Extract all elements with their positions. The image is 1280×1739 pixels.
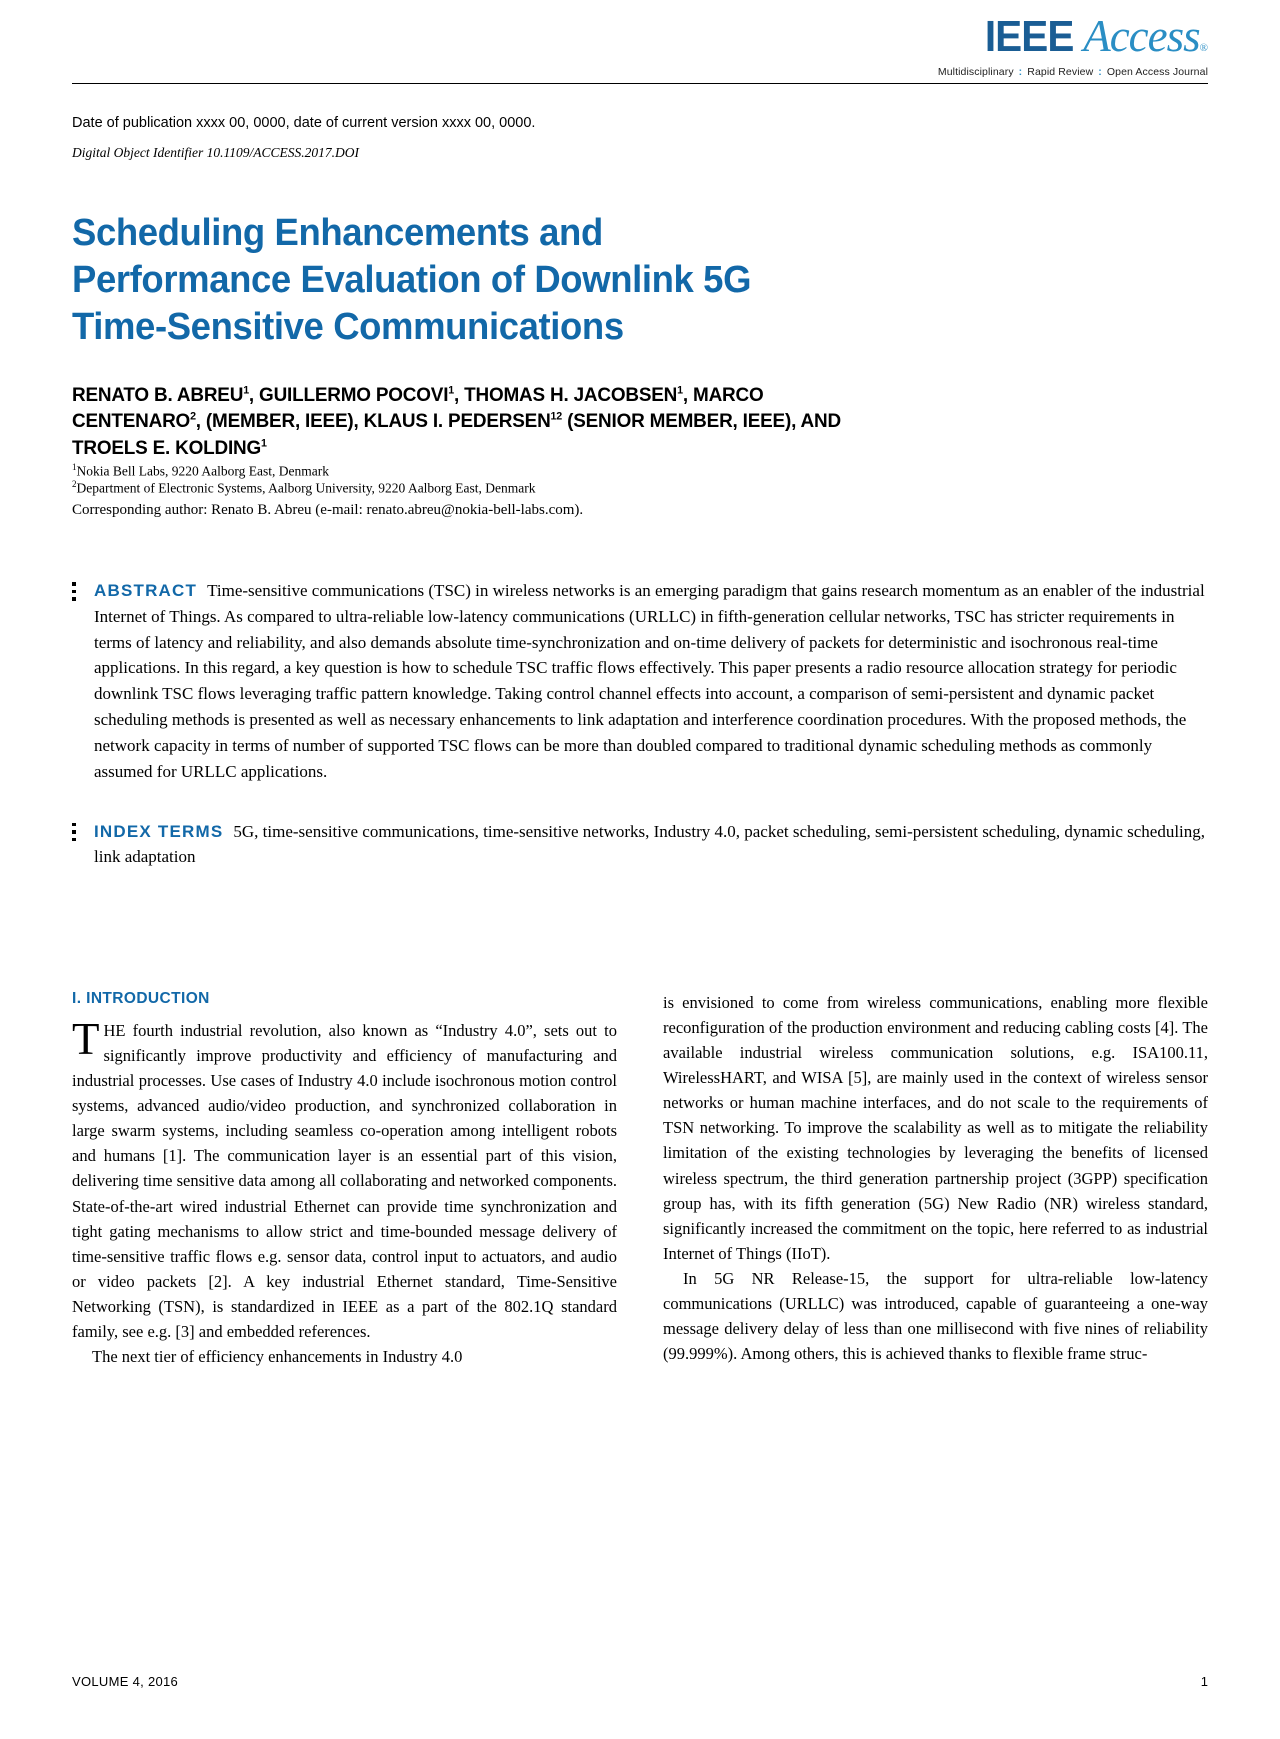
title-line-2: Performance Evaluation of Downlink 5G bbox=[72, 259, 752, 302]
author-affiliation-marker: 1 bbox=[448, 384, 455, 397]
footer-page-number: 1 bbox=[1200, 1674, 1208, 1689]
tagline-rapid-review: Rapid Review bbox=[1027, 66, 1094, 78]
index-terms-row bbox=[72, 819, 1208, 871]
intro-paragraph-1 bbox=[72, 1014, 617, 1344]
index-terms-text: 5G, time-sensitive communications, time-sensitive networks, Industry 4.0, packet scheduling, semi-persistent scheduling, dynamic scheduling, link adaptation bbox=[94, 821, 1206, 867]
author-affiliation-marker: 1 bbox=[261, 437, 267, 450]
drop-cap: T bbox=[72, 1014, 100, 1064]
abstract-dots-icon bbox=[72, 582, 77, 605]
header-divider bbox=[72, 83, 1208, 84]
index-terms-heading: INDEX TERMS bbox=[94, 821, 224, 841]
author-affiliation-marker: 1 bbox=[243, 384, 249, 397]
journal-tagline bbox=[788, 66, 1208, 78]
abstract-section bbox=[72, 578, 1208, 870]
affiliation-nokia-text: Nokia Bell Labs, 9220 Aalborg East, Denmark bbox=[76, 463, 329, 479]
digital-object-identifier: Digital Object Identifier 10.1109/ACCESS.2017.DOI bbox=[72, 145, 359, 160]
author-affiliation-marker: 2 bbox=[190, 410, 196, 423]
intro-paragraph-2: The next tier of efficiency enhancements in Industry 4.0 bbox=[92, 1347, 463, 1367]
affiliation-marker: 2 bbox=[72, 479, 77, 489]
section-heading-introduction: I. INTRODUCTION bbox=[72, 990, 210, 1007]
ieee-wordmark: IEEE bbox=[984, 12, 1074, 61]
author-membership-grade: (SENIOR MEMBER, IEEE), AND bbox=[562, 410, 841, 433]
index-terms-dots-icon bbox=[72, 823, 77, 846]
author-guillermo-pocovi: , GUILLERMO POCOVI bbox=[248, 384, 449, 406]
title-line-3: Time-Sensitive Communications bbox=[72, 306, 624, 349]
publication-date: Date of publication xxxx 00, 0000, date of current version xxxx 00, 0000. bbox=[72, 115, 536, 131]
affiliation-aalborg-text: Department of Electronic Systems, Aalborg University, 9220 Aalborg East, Denmark bbox=[76, 480, 536, 496]
column-left bbox=[72, 990, 617, 1369]
abstract-heading: ABSTRACT bbox=[94, 581, 198, 600]
author-troels-kolding: TROELS E. KOLDING bbox=[72, 436, 262, 459]
intro-paragraph-1-text: HE fourth industrial revolution, also known as “Industry 4.0”, sets out to significantly improve productivity and efficiency of manufacturing and industrial processes. Use cases of Industry 4.0 include isochronous motion control systems, advanced audio/video production, and synchronized collaboration in large swarm systems, including seamless co-operation among intelligent robots and humans [1]. The communication layer is an essential part of this vision, delivering time sensitive data among all collaborating and networked components. State-of-the-art wired industrial Ethernet can provide time synchronization and tight gating mechanisms to allow strict and time-bounded message delivery of time-sensitive traffic flows e.g. sensor data, control input to actuators, and audio or video packets [2]. A key industrial Ethernet standard, Time-Sensitive Networking (TSN), is standardized in IEEE as a part of the 802.1Q standard family, see e.g. [3] and embedded references. bbox=[72, 1021, 617, 1341]
abstract-text: Time-sensitive communications (TSC) in wireless networks is an emerging paradigm that gains research momentum as an enabler of the industrial Internet of Things. As compared to ultra-reliable low-latency communications (URLLC) in fifth-generation cellular networks, TSC has stricter requirements in terms of latency and reliability, and also demands absolute time-synchronization and on-time delivery of packets for deterministic and isochronous real-time applications. In this regard, a key question is how to schedule TSC traffic flows effectively. This paper presents a radio resource allocation strategy for periodic downlink TSC flows leveraging traffic pattern knowledge. Taking control channel effects into account, a comparison of semi-persistent and dynamic packet scheduling methods is presented as well as necessary enhancements to link adaptation and interference coordination procedures. With the proposed methods, the network capacity in terms of number of supported TSC flows can be more than doubled compared to traditional dynamic scheduling methods as commonly assumed for URLLC applications. bbox=[94, 581, 1205, 781]
body-columns bbox=[72, 990, 1208, 1369]
author-renato-abreu: RENATO B. ABREU bbox=[72, 384, 244, 406]
ieee-access-logo bbox=[788, 11, 1208, 61]
journal-masthead bbox=[788, 11, 1208, 78]
registered-trademark-icon: ® bbox=[1199, 42, 1208, 54]
abstract-row bbox=[72, 578, 1208, 785]
author-affiliation-marker: 1 bbox=[677, 384, 683, 397]
tagline-separator-icon: : bbox=[1098, 66, 1102, 78]
author-list bbox=[72, 382, 897, 461]
author-affiliation-marker: 12 bbox=[550, 410, 563, 423]
author-thomas-jacobsen: , THOMAS H. JACOBSEN bbox=[454, 384, 678, 406]
tagline-separator-icon: : bbox=[1018, 66, 1023, 78]
page-title bbox=[72, 210, 821, 351]
tagline-open-access: Open Access Journal bbox=[1106, 66, 1208, 78]
intro-paragraph-3: is envisioned to come from wireless communications, enabling more flexible reconfiguration of the production environment and reducing cabling costs [4]. The available industrial wireless communication solutions, e.g. ISA100.11, WirelessHART, and WISA [5], are mainly used in the context of wireless sensor networks or human machine interfaces, and do not scale to the requirements of TSN networking. To improve the scalability as well as to mitigate the reliability limitation of the existing technologies by leveraging the benefits of licensed wireless spectrum, the third generation partnership project (3GPP) specification group has, with its fifth generation (5G) New Radio (NR) wireless standard, significantly increased the commitment on the topic, here referred to as industrial Internet of Things (IIoT). bbox=[663, 993, 1208, 1263]
footer-volume: VOLUME 4, 2016 bbox=[72, 1674, 179, 1689]
affiliation-marker: 1 bbox=[72, 462, 77, 472]
corresponding-author: Corresponding author: Renato B. Abreu (e-mail: renato.abreu@nokia-bell-labs.com). bbox=[72, 502, 584, 518]
tagline-multidisciplinary: Multidisciplinary bbox=[937, 66, 1014, 78]
title-line-1: Scheduling Enhancements and bbox=[72, 212, 603, 254]
access-wordmark: Access bbox=[1083, 11, 1200, 61]
column-right bbox=[663, 990, 1208, 1369]
abstract-paragraph bbox=[94, 581, 1205, 781]
index-terms-paragraph bbox=[94, 822, 1205, 867]
author-klaus-pedersen: , (MEMBER, IEEE), KLAUS I. PEDERSEN bbox=[195, 410, 551, 433]
intro-paragraph-4: In 5G NR Release-15, the support for ultra-reliable low-latency communications (URLLC) was introduced, capable of guaranteeing a one-way message delivery delay of less than one millisecond with five nines of reliability (99.999%). Among others, this is achieved thanks to flexible frame struc- bbox=[663, 1268, 1208, 1364]
author-marco-partial: , MARCO bbox=[682, 384, 764, 406]
author-centenaro: CENTENARO bbox=[72, 410, 191, 433]
affiliation-aalborg bbox=[72, 478, 922, 498]
